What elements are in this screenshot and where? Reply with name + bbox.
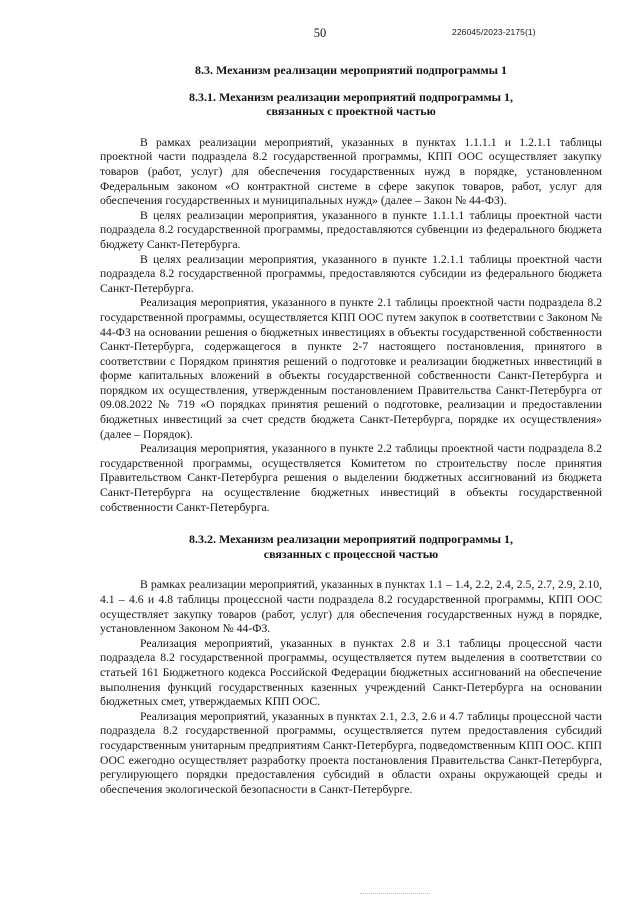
paragraph: Реализация мероприятия, указанного в пункте 2.2 таблицы проектной части подраздела 8.2 государственной программы, осуществляется Комитетом по строительству после принятия Правительством Санкт-Петербурга решения о выделении бюджетных ассигнований из бюджета Санкт-Петербурга на осуществление бюджетных инвестиций в объекты государственной собственности Санкт-Петербурга. [100, 442, 602, 514]
page-number: 50 [313, 26, 327, 40]
paragraph: Реализация мероприятия, указанного в пункте 2.1 таблицы проектной части подраздела 8.2 государственной программы, осуществляется КПП ООС путем закупок в соответствии с Законом № 44-ФЗ на основании решения о бюджетных инвестициях в объекты государственной собственности Санкт-Петербурга, содержащегося в пункте 2-7 настоящего постановления, принятого в соответствии с Порядком принятия решений о подготовке и реализации бюджетных инвестиций в форме капитальных вложений в объекты государственной собственности Санкт-Петербурга и порядком их осуществления, утвержденным постановлением Правительства Санкт-Петербурга от 09.08.2022 № 719 «О порядках принятия решений о подготовке, реализации и предоставлении бюджетных инвестиций за счет средств бюджета Санкт-Петербурга, порядке их осуществления» (далее – Порядок). [100, 296, 602, 441]
paragraph: Реализация мероприятий, указанных в пунктах 2.1, 2.3, 2.6 и 4.7 таблицы процессной части подраздела 8.2 государственной программы, осуществляется путем предоставления субсидий государственным унитарным предприятиям Санкт-Петербурга, подведомственным КПП ООС. КПП ООС ежегодно осуществляет разработку проекта постановления Правительства Санкт-Петербурга, регулирующего порядки предоставления субсидий в области охраны окружающей среды и обеспечения экологической безопасности в Санкт-Петербурге. [100, 709, 602, 796]
footer-stamp-mark [360, 893, 430, 896]
subsection-1-title-line2: связанных с проектной частью [266, 104, 436, 119]
paragraph: В рамках реализации мероприятий, указанных в пунктах 1.1.1.1 и 1.2.1.1 таблицы проектной части подраздела 8.2 государственной программы, КПП ООС осуществляет закупку товаров (работ, услуг) для обеспечения государственных нужд в порядке, установленном Федеральным законом «О контрактной системе в сфере закупок товаров, работ, услуг для обеспечения государственных и муниципальных нужд» (далее – Закон № 44-ФЗ). [100, 135, 602, 208]
subsection-1-title-line1: 8.3.1. Механизм реализации мероприятий подпрограммы 1, [188, 89, 514, 104]
paragraph: В целях реализации мероприятия, указанного в пункте 1.2.1.1 таблицы проектной части подраздела 8.2 государственной программы, предоставляются субсидии из федерального бюджета Санкт-Петербурга. [100, 252, 602, 295]
document-body [100, 63, 602, 797]
paragraph: В целях реализации мероприятия, указанного в пункте 1.1.1.1 таблицы проектной части подраздела 8.2 государственной программы, предоставляются субвенции из федерального бюджета бюджету Санкт-Петербурга. [100, 208, 602, 251]
subsection-2-title-line2: связанных с процессной частью [263, 546, 439, 561]
subsection-2 [100, 532, 602, 797]
document-registration-number: 226045/2023-2175(1) [452, 27, 536, 37]
section-title: 8.3. Механизм реализации мероприятий подпрограммы 1 [194, 63, 508, 77]
subsection-1 [100, 90, 602, 516]
paragraph: В рамках реализации мероприятий, указанных в пунктах 1.1 – 1.4, 2.2, 2.4, 2.5, 2.7, 2.9, 2.10, 4.1 – 4.6 и 4.8 таблицы процессной части подраздела 8.2 государственной программы, КПП ООС осуществляет закупку товаров (работ, услуг) для обеспечения государственных нужд в порядке, установленном Законом № 44-ФЗ. [100, 578, 602, 636]
subsection-2-title-line1: 8.3.2. Механизм реализации мероприятий подпрограммы 1, [188, 532, 514, 547]
paragraph: Реализация мероприятий, указанных в пунктах 2.8 и 3.1 таблицы процессной части подраздела 8.2 государственной программы, осуществляется путем выделения в соответствии со статьей 161 Бюджетного кодекса Российской Федерации бюджетных ассигнований на обеспечение выполнения функций государственных казенных учреждений Санкт-Петербурга на основании бюджетных смет, утверждаемых КПП ООС. [100, 636, 602, 709]
